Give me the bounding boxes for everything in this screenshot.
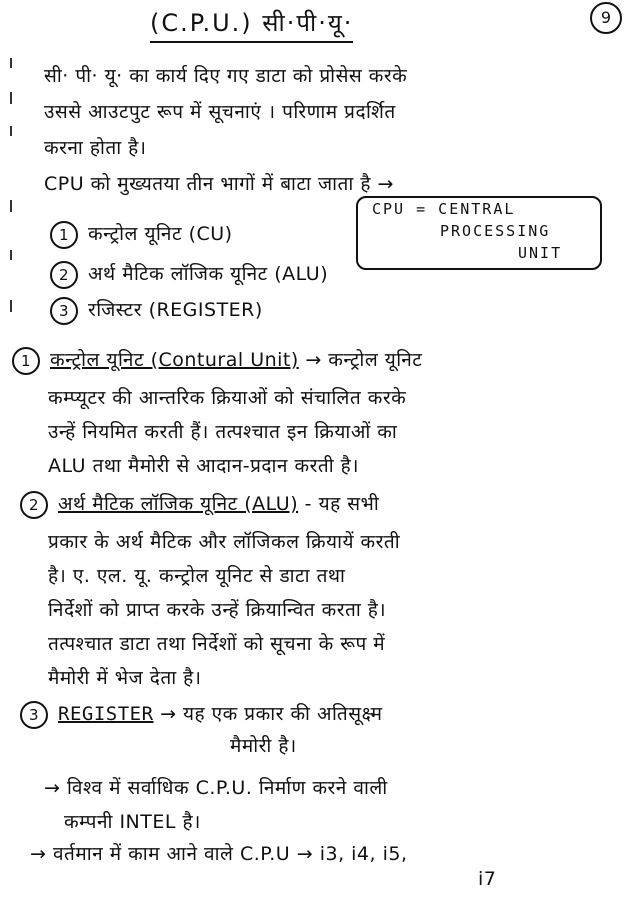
section-heading: अर्थ मैटिक लॉजिक यूनिट (ALU) [58,493,299,515]
part-label: कन्ट्रोल यूनिट (CU) [88,223,233,245]
number-badge: 3 [50,297,78,325]
section-2-line-1: प्रकार के अर्थ मैटिक और लॉजिकल क्रियायें करती [48,531,401,553]
part-item-cu [50,220,233,249]
number-badge: 2 [50,261,78,289]
note-2-line-1: → वर्तमान में काम आने वाले C.P.U → i3, i4, i5, [30,843,408,865]
part-item-alu [50,260,328,289]
section-1-line-1: कम्प्यूटर की आन्तरिक क्रियाओं को संचालित करके [48,387,407,409]
section-1-line-2: उन्हें नियमित करती हैं। तत्पश्चात इन क्रियाओं का [48,421,398,443]
section-3-heading [20,700,382,729]
part-label: रजिस्टर (REGISTER) [88,299,263,321]
section-heading: REGISTER [58,703,154,725]
section-2-line-2: है। ए. एल. यू. कन्ट्रोल यूनिट से डाटा तथा [48,565,346,587]
cpu-abbreviation-note [356,196,602,270]
note-1-line-2: कम्पनी INTEL है। [64,811,201,833]
number-badge: 1 [12,347,40,375]
part-label: अर्थ मैटिक लॉजिक यूनिट (ALU) [88,263,329,285]
number-badge: 3 [20,701,48,729]
cpu-note-line-1: CPU = CENTRAL [372,200,516,218]
note-1-line-1: → विश्व में सर्वाधिक C.P.U. निर्माण करने वाली [44,777,388,799]
parts-intro: CPU को मुख्यतया तीन भागों में बाटा जाता है → [44,173,394,195]
part-item-register [50,296,263,325]
section-heading-rest: → कन्ट्रोल यूनिट [305,349,423,371]
intro-line-1: सी· पी· यू· का कार्य दिए गए डाटा को प्रोसेस करके [44,65,408,87]
note-2-line-2: i7 [478,868,497,890]
intro-line-2: उससे आउटपुट रूप में सूचनाएं । परिणाम प्रदर्शित [44,101,396,123]
section-heading-rest: - यह सभी [304,493,380,515]
section-2-line-3: निर्देशों को प्राप्त करके उन्हें क्रियान्वित करता है। [48,599,387,621]
cpu-note-line-3: UNIT [518,244,563,262]
number-badge: 1 [50,221,78,249]
section-2-line-4: तत्पश्चात डाटा तथा निर्देशों को सूचना के रूप में [48,633,386,655]
page-title: (C.P.U.) सी·पी·यू· [150,6,353,43]
section-1-line-3: ALU तथा मैमोरी से आदान-प्रदान करती है। [48,455,359,477]
section-2-heading [20,490,379,519]
cpu-note-line-2: PROCESSING [440,222,551,240]
intro-line-3: करना होता है। [44,137,147,159]
section-3-line-1: मैमोरी है। [230,735,297,757]
section-heading-rest: → यह एक प्रकार की अतिसूक्ष्म [160,703,383,725]
page-number: 9 [590,2,622,34]
section-2-line-5: मैमोरी में भेज देता है। [48,667,202,689]
number-badge: 2 [20,491,48,519]
section-heading: कन्ट्रोल यूनिट (Contural Unit) [50,349,299,371]
section-1-heading [12,346,422,375]
